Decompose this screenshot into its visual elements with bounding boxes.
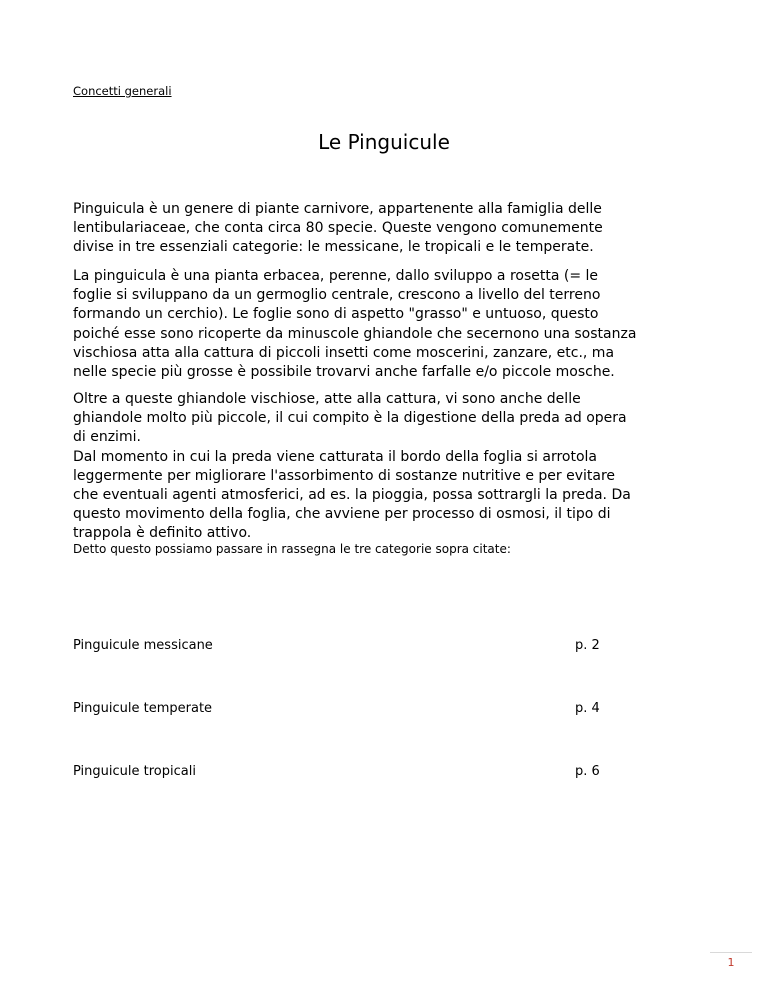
toc-intro: Detto questo possiamo passare in rassegna le tre categorie sopra citate: (73, 542, 511, 556)
paragraph-line: foglie si sviluppano da un germoglio centrale, crescono a livello del terreno (73, 287, 601, 304)
paragraph-line: lentibulariaceae, che conta circa 80 specie. Queste vengono comunemente (73, 220, 603, 237)
paragraph-description (73, 267, 696, 382)
paragraph-intro-genus (73, 200, 696, 258)
toc-entry[interactable] (73, 701, 613, 716)
paragraph-line: Oltre a queste ghiandole vischiose, atte alla cattura, vi sono anche delle (73, 391, 581, 407)
paragraph-line: vischiosa atta alla cattura di piccoli insetti come moscerini, zanzare, etc., ma (73, 344, 615, 361)
paragraph-glands (73, 390, 696, 544)
toc-entry-label: Pinguicule temperate (73, 701, 213, 716)
paragraph-line: Pinguicula è un genere di piante carnivore, appartenente alla famiglia delle (73, 201, 602, 217)
page-number: 1 (727, 956, 735, 969)
toc-entry-page: p. 4 (575, 701, 600, 716)
paragraph-line: che eventuali agenti atmosferici, ad es. la pioggia, possa sottrargli la preda. Da (73, 487, 631, 504)
paragraph-line: poiché esse sono ricoperte da minuscole ghiandole che secernono una sostanza (73, 325, 637, 342)
paragraph-line: Dal momento in cui la preda viene catturata il bordo della foglia si arrotola (73, 448, 597, 465)
paragraph-line: La pinguicula è una pianta erbacea, perenne, dallo sviluppo a rosetta (= le (73, 268, 599, 284)
paragraph-line: questo movimento della foglia, che avviene per processo di osmosi, il tipo di (73, 506, 611, 523)
page-title: Le Pinguicule (318, 130, 450, 154)
toc-entry-label: Pinguicule tropicali (73, 764, 196, 779)
paragraph-line: leggermente per migliorare l'assorbimento di sostanze nutritive e per evitare (73, 467, 616, 484)
footer-divider (710, 952, 752, 953)
paragraph-line: divise in tre essenziali categorie: le messicane, le tropicali e le temperate. (73, 239, 594, 256)
paragraph-line: ghiandole molto più piccole, il cui compito è la digestione della preda ad opera (73, 410, 627, 427)
toc-entry[interactable] (73, 638, 613, 653)
toc-entry-label: Pinguicule messicane (73, 638, 213, 653)
paragraph-line: nelle specie più grosse è possibile trovarvi anche farfalle e/o piccole mosche. (73, 364, 615, 381)
toc-entry-page: p. 6 (575, 764, 600, 779)
toc-entry[interactable] (73, 764, 613, 779)
breadcrumb[interactable]: Concetti generali (73, 84, 172, 98)
paragraph-line: trappola è definito attivo. (73, 525, 252, 542)
paragraph-line: formando un cerchio). Le foglie sono di aspetto "grasso" e untuoso, questo (73, 306, 599, 323)
paragraph-line: di enzimi. (73, 429, 141, 446)
toc-entry-page: p. 2 (575, 638, 600, 653)
